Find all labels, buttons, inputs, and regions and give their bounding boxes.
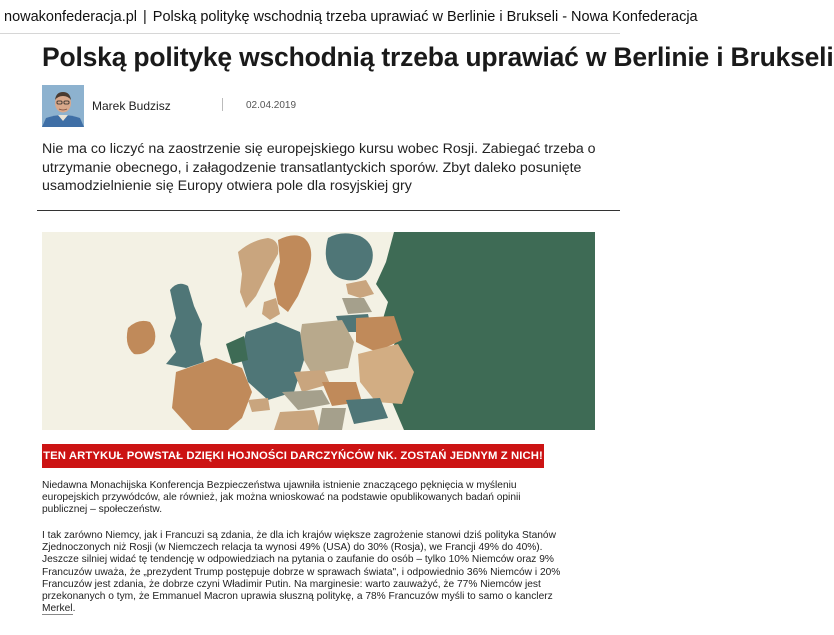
article-paragraph-2 xyxy=(42,530,562,615)
article-paragraph-1: Niedawna Monachijska Konferencja Bezpieczeństwa ujawniła istnienie znaczącego pęknięcia w myśleniu europejskich przywódców, ale również, jak można wnioskować na podstawie opublikowanych badań opinii publicznej – społeczeństw. xyxy=(42,480,521,516)
author-photo-icon xyxy=(42,85,84,127)
window-title: Polską politykę wschodnią trzeba uprawiać w Berlinie i Brukseli - Nowa Konfederacja xyxy=(152,8,698,25)
article-hero-map xyxy=(42,232,595,430)
article-lead: Nie ma co liczyć na zaostrzenie się europejskiego kursu wobec Rosji. Zabiegać trzeba o utrzymanie obecnego, i załagodzenie transatlantyckich sporów. Zbyt daleko posunięte usamodzielnienie się Europy otwiera pole dla rosyjskiej gry xyxy=(42,141,596,194)
author-divider xyxy=(222,98,223,111)
lead-divider xyxy=(37,210,620,211)
merkel-link[interactable]: Merkel xyxy=(42,603,73,615)
title-separator: | xyxy=(143,8,147,25)
author-row xyxy=(42,85,602,127)
site-domain: nowakonfederacja.pl xyxy=(4,8,138,25)
donation-banner[interactable]: TEN ARTYKUŁ POWSTAŁ DZIĘKI HOJNOŚCI DARCZYŃCÓW NK. ZOSTAŃ JEDNYM Z NICH! xyxy=(42,444,544,468)
paragraph-2-text: I tak zarówno Niemcy, jak i Francuzi są zdania, że dla ich krajów większe zagrożenie stanowi dziś polityka Stanów Zjednoczonych niż Rosji (w Niemczech relacja ta wynosi 49% (USA) do 30% (Rosja), we Francji 49% do 40%). Jeszcze silniej widać tę tendencję w odpowiedziach na pytania o zaufanie do osób – tylko 10% Niemców oraz 9% Francuzów uważa, że „prezydent Trump postępuje dobrze w sprawach świata", i odpowiednio 36% Niemców i 20% Francuzów jest zdania, że dobrze czyni Władimir Putin. Na marginesie: warto zauważyć, że 77% Niemców jest przekonanych o tym, że Emmanuel Macron uprawia słuszną politykę, a 78% Francuzów myśli to samo o kanclerz xyxy=(42,530,561,603)
author-avatar[interactable] xyxy=(42,85,84,127)
publish-date: 02.04.2019 xyxy=(246,100,297,111)
browser-title-bar xyxy=(0,0,698,34)
article-headline: Polską politykę wschodnią trzeba uprawiać w Berlinie i Brukseli xyxy=(42,42,834,72)
paragraph-2-end: . xyxy=(72,603,76,615)
author-name[interactable]: Marek Budzisz xyxy=(92,99,171,113)
europe-map-illustration xyxy=(42,232,595,430)
